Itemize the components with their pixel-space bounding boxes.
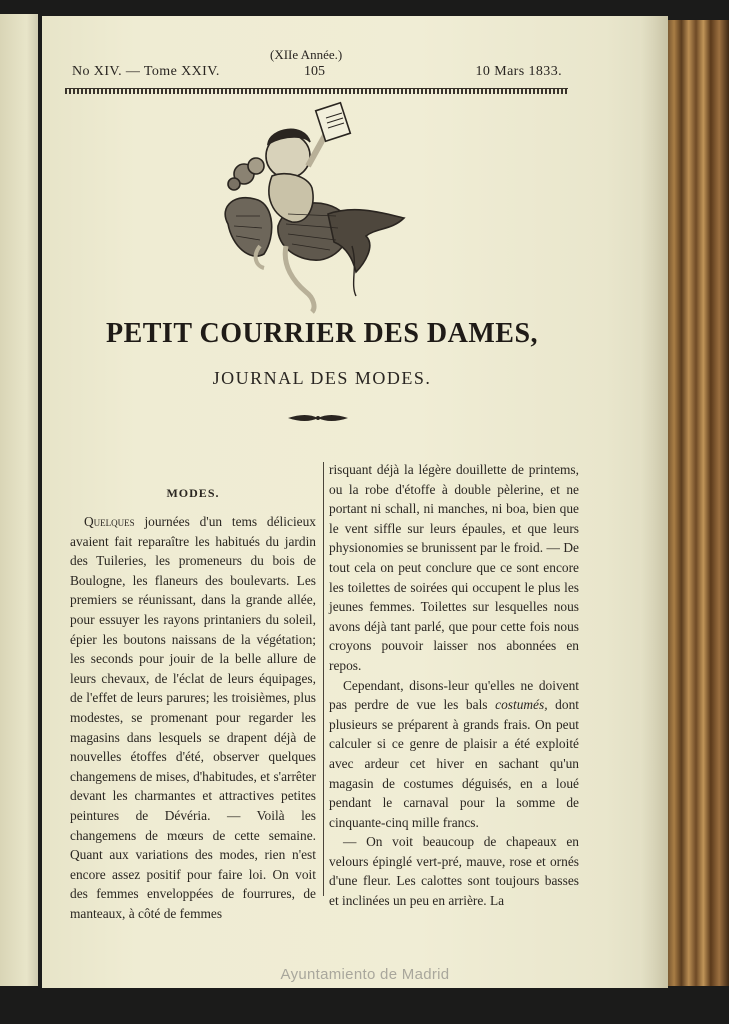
article-column-2 <box>329 460 579 911</box>
ornament-divider-icon <box>286 412 350 424</box>
issue-date: 10 Mars 1833. <box>475 64 562 79</box>
left-page-edge <box>0 14 38 986</box>
paragraph-text: dont plusieurs se préparent à grands frais. On peut calculer si ce genre de plaisir a été exploité avec ardeur cet hiver en sachant qu'un magasin de costumes déguisés, en a loué pendant le carnaval pour la somme de cinquante-cinq mille francs. <box>329 697 579 830</box>
article-paragraph: risquant déjà la légère douillette de printems, ou la robe d'étoffe à double pèlerine, et ne portant ni schall, ni manches, ni boa, bien que le vent siffle sur leurs épaules, et que leurs physionomies se brunissent par le froid. — De tout cela on peut conclure que ce sont encore les toilettes de soirées qui occupent le plus les jeunes femmes. Toilettes sur lesquelles nous avons déjà tant parlé, que pour cette fois nous croyons pouvoir laisser nos abonnées en repos. <box>329 462 579 673</box>
article-paragraph <box>70 512 316 923</box>
section-heading: MODES. <box>166 486 220 500</box>
year-label: (XIIe Année.) <box>270 47 343 62</box>
article-paragraph: — On voit beaucoup de chapeaux en velours épinglé vert-pré, mauve, rose et ornés d'une fleur. Les calottes sont toujours basses et inclinées un peu en arrière. La <box>329 834 579 909</box>
column-divider <box>323 462 324 896</box>
book-spine <box>668 20 729 986</box>
italic-term: costumés, <box>495 697 548 713</box>
cherub-vignette-icon <box>216 96 412 316</box>
article-paragraph <box>329 676 579 833</box>
page-fold-edge <box>640 16 668 988</box>
issue-number: No XIV. — Tome XXIV. <box>72 64 220 79</box>
dropcap-word: Quelques <box>84 514 135 529</box>
masthead-subtitle: JOURNAL DES MODES. <box>212 368 432 388</box>
masthead-title: PETIT COURRIER DES DAMES, <box>105 318 539 349</box>
page-number: 105 <box>304 64 325 79</box>
header-rule <box>65 88 568 94</box>
paragraph-text: Cependant, disons-leur qu'elles ne doivent pas perdre de vue les bals <box>329 677 579 713</box>
article-column-1 <box>70 512 316 923</box>
paragraph-text: journées d'un tems délicieux avaient fait reparaître les habitués du jardin des Tuileries, les promeneurs du bois de Boulogne, les flaneurs des boulevarts. Les premiers se réunissant, dans la grande allée, pour essuyer les rayons printaniers du soleil, épier les boutons naissans de la végétation; les seconds pour jouir de la belle allure de leurs chevaux, de l'éclat de leurs équipages, de l'effet de leurs parures; les troisièmes, plus modestes, se promenant pour regarder les magasins dans lesquels se drapent déjà de nouvelles étoffes d'été, observer quelques changemens de mises, d'habitudes, et s'arrêter devant les charmantes et attractives petites peintures de Dévéria. — Voilà les changemens de mœurs de cette semaine. Quant aux variations des modes, rien n'est encore assez positif pour faire loi. On voit des femmes enveloppées de fourrures, de manteaux, à côté de femmes <box>70 514 316 921</box>
watermark: Ayuntamiento de Madrid <box>280 966 450 983</box>
running-header <box>72 58 562 84</box>
